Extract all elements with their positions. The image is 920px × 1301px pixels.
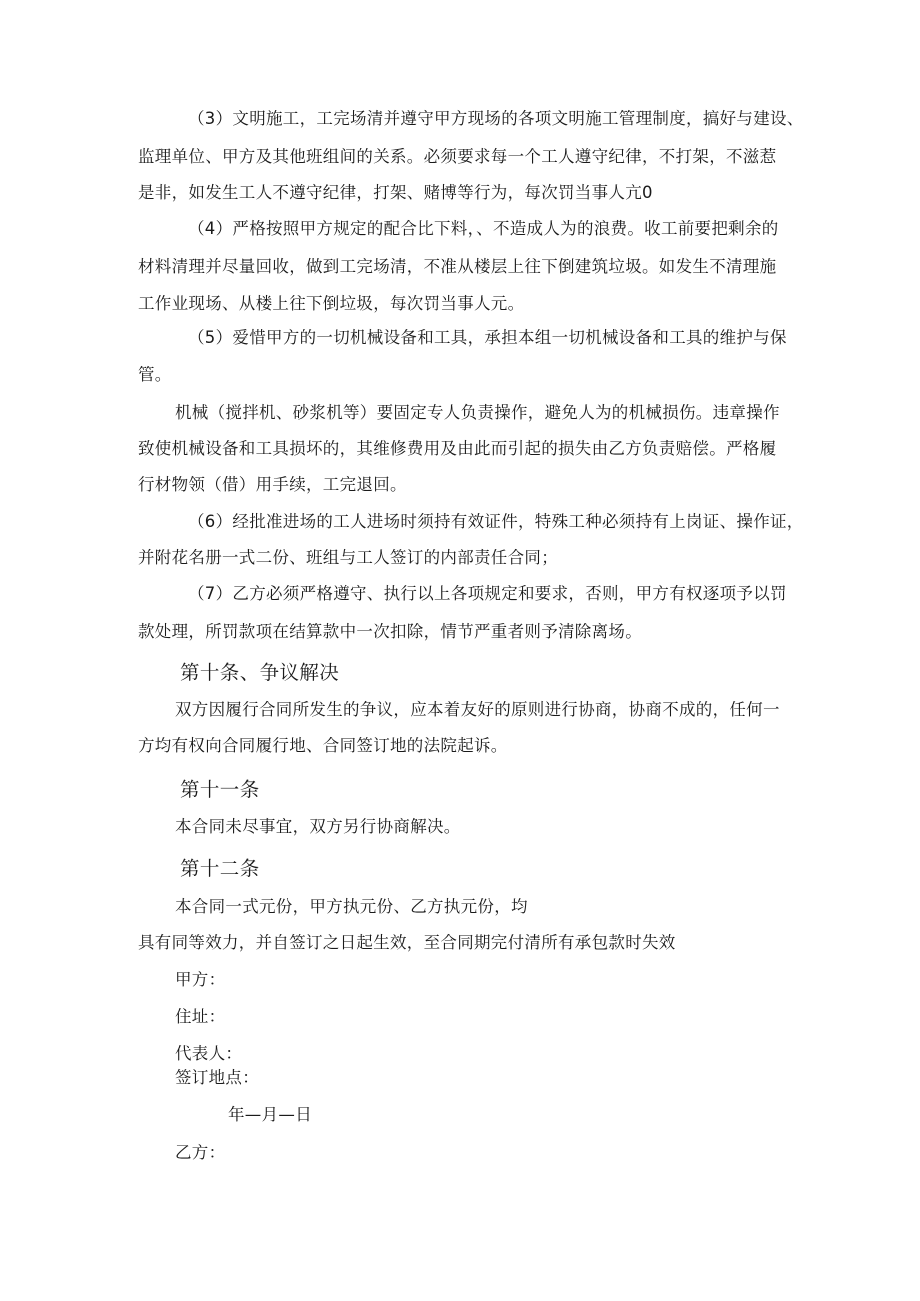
clause-3-line-3: 是非，如发生工人不遵守纪律，打架、赌博等行为，每次罚当事人亢0 [138,183,653,202]
clause-5b-line-1: 机械（搅拌机、砂浆机等）要固定专人负责操作，避免人为的机械损伤。违章操作 [175,403,780,422]
representative-label: 代表人： [175,1044,243,1063]
clause-7-line-2: 款处理，所罚款项在结算款中一次扣除，情节严重者则予清除离场。 [138,622,642,641]
clause-6-line-1: （6）经批准进场的工人进场时须持有效证件，特殊工种必须持有上岗证、操作证， [188,512,804,531]
clause-5b-line-2: 致使机械设备和工具损坏的，其维修费用及由此而引起的损失由乙方负责赔偿。严格履 [138,439,777,458]
party-a-label: 甲方： [175,970,226,989]
clause-4-line-2: 材料清理并尽量回收，做到工完场清，不准从楼层上往下倒建筑垃圾。如发生不清理施 [138,257,777,276]
article-10-line-2: 方均有权向合同履行地、合同签订地的法院起诉。 [138,736,508,755]
article-12-title: 第十二条 [180,857,260,880]
signing-place-label: 签订地点： [175,1068,259,1087]
article-11-line-1: 本合同未尽事宜，双方另行协商解决。 [175,817,461,836]
article-12-line-2: 具有同等效力，并自签订之日起生效，至合同期完付清所有承包款时失效 [138,933,676,952]
party-b-label: 乙方： [175,1143,226,1162]
article-10-line-1: 双方因履行合同所发生的争议，应本着友好的原则进行协商，协商不成的，任何一 [175,700,780,719]
clause-4-line-3: 工作业现场、从楼上往下倒垃圾，每次罚当事人元。 [138,294,525,313]
clause-3-line-1: （3）文明施工，工完场清并遵守甲方现场的各项文明施工管理制度，搞好与建设、 [188,109,804,128]
clause-6-line-2: 并附花名册一式二份、班组与工人签订的内部责任合同； [138,548,558,567]
clause-5b-line-3: 行材物领（借）用手续，工完退回。 [138,475,407,494]
clause-4-line-1: （4）严格按照甲方规定的配合比下料，、不造成人为的浪费。收工前要把剩余的 [188,219,779,238]
date-line: 年—月—日 [228,1105,312,1124]
article-11-title: 第十一条 [180,778,260,801]
clause-7-line-1: （7）乙方必须严格遵守、执行以上各项规定和要求，否则，甲方有权逐项予以罚 [188,584,787,603]
article-10-title: 第十条、争议解决 [180,661,340,684]
article-12-line-1: 本合同一式元份，甲方执元份、乙方执元份，均 [175,897,528,916]
address-label: 住址： [175,1007,226,1026]
clause-5-line-2: 管。 [138,365,172,384]
clause-5-line-1: （5）爱惜甲方的一切机械设备和工具，承担本组一切机械设备和工具的维护与保 [188,328,787,347]
clause-3-line-2: 监理单位、甲方及其他班组间的关系。必须要求每一个工人遵守纪律，不打架，不滋惹 [138,147,777,166]
